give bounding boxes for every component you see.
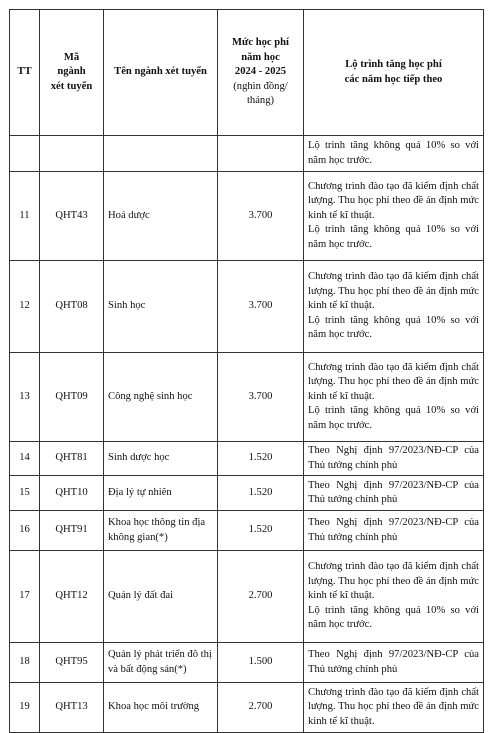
cell-code: QHT08 [40, 261, 104, 353]
cell-code [40, 136, 104, 172]
table-row [10, 172, 484, 261]
cell-roadmap [304, 643, 484, 683]
table-row [10, 683, 484, 733]
cell-roadmap [304, 261, 484, 353]
cell-fee: 2.700 [218, 683, 304, 733]
cell-name: Hoá dược [104, 172, 218, 261]
cell-fee: 1.500 [218, 643, 304, 683]
tuition-table [9, 9, 484, 733]
table-row [10, 136, 484, 172]
cell-fee: 1.520 [218, 476, 304, 511]
cell-fee: 3.700 [218, 172, 304, 261]
header-code: Mã ngành xét tuyển [40, 10, 104, 136]
cell-name [104, 136, 218, 172]
roadmap-note: Lộ trình tăng không quá 10% so với năm học trước. [308, 224, 479, 250]
cell-tt: 17 [10, 551, 40, 643]
table-row [10, 643, 484, 683]
cell-roadmap [304, 442, 484, 476]
cell-fee: 1.520 [218, 511, 304, 551]
cell-fee: 2.700 [218, 551, 304, 643]
cell-code: QHT13 [40, 683, 104, 733]
cell-code: QHT81 [40, 442, 104, 476]
roadmap-note: Chương trình đào tạo đã kiểm định chất lượng. Thu học phí theo đề án định mức kinh tế kĩ thuật. [308, 271, 479, 312]
cell-code: QHT12 [40, 551, 104, 643]
cell-fee: 3.700 [218, 261, 304, 353]
cell-name: Khoa học môi trường [104, 683, 218, 733]
roadmap-note: Lộ trình tăng không quá 10% so với năm học trước. [308, 405, 479, 431]
cell-name: Địa lý tự nhiên [104, 476, 218, 511]
cell-roadmap [304, 511, 484, 551]
header-row [10, 10, 484, 136]
cell-fee: 1.520 [218, 442, 304, 476]
roadmap-note: Theo Nghị định 97/2023/NĐ-CP của Thủ tướng chính phủ [308, 517, 479, 543]
cell-name: Quản lý phát triển đô thị và bất động sản(*) [104, 643, 218, 683]
roadmap-note: Chương trình đào tạo đã kiểm định chất lượng. Thu học phí theo đề án định mức kinh tế kĩ thuật. [308, 361, 479, 402]
cell-tt: 13 [10, 353, 40, 442]
cell-code: QHT91 [40, 511, 104, 551]
table-body [10, 136, 484, 733]
cell-name: Quản lý đất đai [104, 551, 218, 643]
cell-roadmap [304, 683, 484, 733]
table-row [10, 551, 484, 643]
header-roadmap: Lộ trình tăng học phí các năm học tiếp theo [304, 10, 484, 136]
cell-code: QHT43 [40, 172, 104, 261]
roadmap-note: Lộ trình tăng không quá 10% so với năm học trước. [308, 314, 479, 341]
cell-code: QHT10 [40, 476, 104, 511]
roadmap-note: Chương trình đào tạo đã kiểm định chất lượng. Thu học phí theo đề án định mức kinh tế kĩ thuật. [308, 686, 479, 727]
cell-fee: 3.700 [218, 353, 304, 442]
cell-tt: 12 [10, 261, 40, 353]
roadmap-note: Theo Nghị định 97/2023/NĐ-CP của Thủ tướng chính phủ [308, 649, 479, 675]
cell-roadmap [304, 476, 484, 511]
cell-code: QHT09 [40, 353, 104, 442]
cell-tt: 19 [10, 683, 40, 733]
roadmap-note: Lộ trình tăng không quá 10% so với năm học trước. [308, 140, 479, 166]
cell-tt: 16 [10, 511, 40, 551]
cell-tt: 14 [10, 442, 40, 476]
cell-name: Sinh dược học [104, 442, 218, 476]
cell-tt: 11 [10, 172, 40, 261]
table-row [10, 442, 484, 476]
header-tt: TT [10, 10, 40, 136]
cell-tt: 18 [10, 643, 40, 683]
roadmap-note: Chương trình đào tạo đã kiểm định chất lượng. Thu học phí theo đề án định mức kinh tế kĩ thuật. [308, 561, 479, 602]
cell-tt [10, 136, 40, 172]
roadmap-note: Theo Nghị định 97/2023/NĐ-CP của Thủ tướng chính phủ [308, 479, 479, 505]
cell-roadmap [304, 551, 484, 643]
cell-fee [218, 136, 304, 172]
roadmap-note: Chương trình đào tạo đã kiểm định chất lượng. Thu học phí theo đề án định mức kinh tế kĩ thuật. [308, 180, 479, 221]
cell-roadmap [304, 136, 484, 172]
table-row [10, 353, 484, 442]
table-row [10, 476, 484, 511]
cell-code: QHT95 [40, 643, 104, 683]
roadmap-note: Theo Nghị định 97/2023/NĐ-CP của Thủ tướng chính phủ [308, 445, 479, 471]
roadmap-note: Lộ trình tăng không quá 10% so với năm học trước. [308, 604, 479, 631]
cell-name: Công nghệ sinh học [104, 353, 218, 442]
cell-name: Khoa học thông tin địa không gian(*) [104, 511, 218, 551]
table-row [10, 261, 484, 353]
cell-name: Sinh học [104, 261, 218, 353]
cell-roadmap [304, 172, 484, 261]
table-row [10, 511, 484, 551]
cell-tt: 15 [10, 476, 40, 511]
cell-roadmap [304, 353, 484, 442]
header-name: Tên ngành xét tuyển [104, 10, 218, 136]
header-fee: Mức học phí năm học 2024 - 2025 (nghìn đồng/ tháng) [218, 10, 304, 136]
